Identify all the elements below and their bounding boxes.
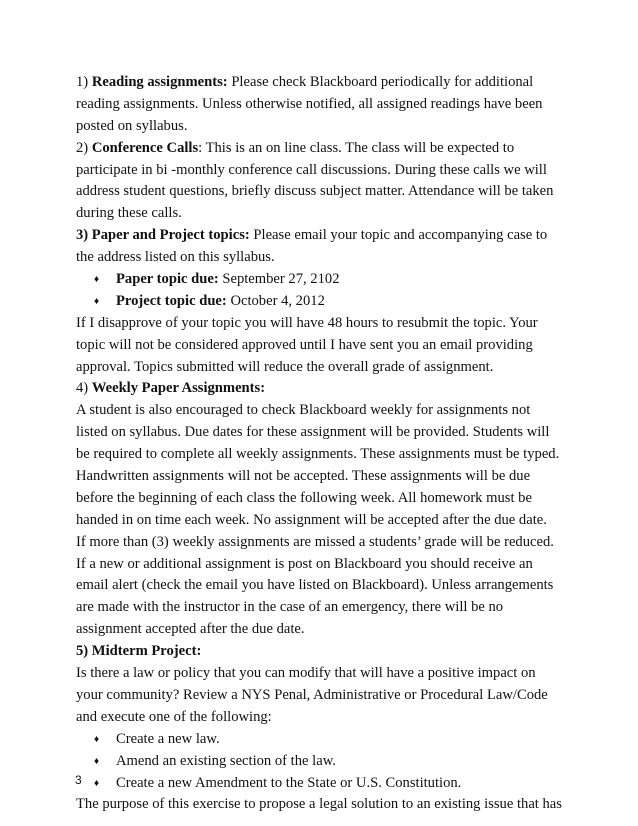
weekly-assignments-line: handed in on time each week. No assignment will be accepted after the due date. [76,511,547,528]
weekly-assignments-line: If more than (3) weekly assignments are missed a students’ grade will be reduced. [76,533,554,550]
project-topic-due-label: Project topic due: [116,292,227,309]
conference-calls-heading: Conference Calls [91,139,199,156]
midterm-project-line-3: and execute one of the following: [76,708,272,725]
conference-calls-line-4: during these calls. [76,205,182,222]
weekly-assignments-line: email alert (check the email you have listed on Blackboard). Unless arrangements [76,577,554,594]
weekly-assignments-heading: Weekly Paper Assignments: [91,380,266,397]
weekly-assignments-line: listed on syllabus. Due dates for these assignment will be provided. Students will [76,424,550,441]
reading-assignments-line-1 [76,72,576,94]
weekly-assignments-line: before the beginning of each class the following week. All homework must be [76,489,532,506]
reading-assignments-line-3: posted on syllabus. [76,117,188,134]
weekly-assignments-line: If a new or additional assignment is post on Blackboard you should receive an [76,555,533,572]
diamond-bullet-icon: ♦ [94,777,100,789]
paper-topics-line-3: If I disapprove of your topic you will have 48 hours to resubmit the topic. Your [76,314,538,331]
list-item [76,751,576,773]
diamond-bullet-icon: ♦ [94,733,100,745]
midterm-option-text: Amend an existing section of the law. [116,752,336,769]
paper-topics-line-2: the address listed on this syllabus. [76,249,275,266]
midterm-project-line-2: your community? Review a NYS Penal, Administrative or Procedural Law/Code [76,686,548,703]
list-item [76,773,576,795]
paper-topics-line-5: approval. Topics submitted will reduce the overall grade of assignment. [76,358,494,375]
document-body [76,72,576,816]
weekly-assignments-heading-line [76,378,576,400]
page-number: 3 [75,773,82,787]
paper-topics-line-4: topic will not be considered approved until I have sent you an email providing [76,336,533,353]
conference-calls-line-1 [76,138,576,160]
diamond-bullet-icon: ♦ [94,755,100,767]
midterm-option-text: Create a new law. [116,730,220,747]
weekly-assignments-line: are made with the instructor in the case of an emergency, there will be no [76,599,504,616]
section-number: 1) [76,74,89,90]
conference-calls-line-2: participate in bi -monthly conference call discussions. During these calls we will [76,161,547,178]
conference-calls-text: : This is an on line class. The class will be expected to [198,139,515,156]
reading-assignments-line-2: reading assignments. Unless otherwise notified, all assigned readings have been [76,95,543,112]
conference-calls-line-3: address student questions, briefly discuss subject matter. Attendance will be taken [76,183,554,200]
diamond-bullet-icon: ♦ [94,295,100,307]
list-item [76,729,576,751]
weekly-assignments-line: assignment accepted after the due date. [76,621,305,638]
paper-topics-text: Please email your topic and accompanying case to [253,227,548,244]
midterm-project-heading-line [76,641,576,663]
list-item [76,291,576,313]
reading-assignments-text: Please check Blackboard periodically for additional [231,74,534,90]
midterm-project-heading: 5) Midterm Project: [76,643,202,660]
paper-topic-due-label: Paper topic due: [116,271,219,288]
reading-assignments-heading: Reading assignments: [91,74,228,90]
paper-topics-heading: 3) Paper and Project topics: [76,227,250,244]
weekly-assignments-line: A student is also encouraged to check Blackboard weekly for assignments not [76,402,531,419]
section-number: 4) [76,380,89,397]
diamond-bullet-icon: ♦ [94,274,100,286]
weekly-assignments-line: be required to complete all weekly assignments. These assignments must be typed. [76,446,560,463]
midterm-project-line-4: The purpose of this exercise to propose a legal solution to an existing issue that has [76,796,562,813]
weekly-assignments-line: Handwritten assignments will not be accepted. These assignments will be due [76,468,531,485]
project-topic-due-date: October 4, 2012 [230,292,325,309]
midterm-option-text: Create a new Amendment to the State or U.S. Constitution. [116,774,462,791]
list-item [76,269,576,291]
paper-topic-due-date: September 27, 2102 [222,271,340,288]
paper-topics-line-1 [76,225,576,247]
midterm-project-line-1: Is there a law or policy that you can modify that will have a positive impact on [76,665,536,682]
section-number: 2) [76,139,89,156]
